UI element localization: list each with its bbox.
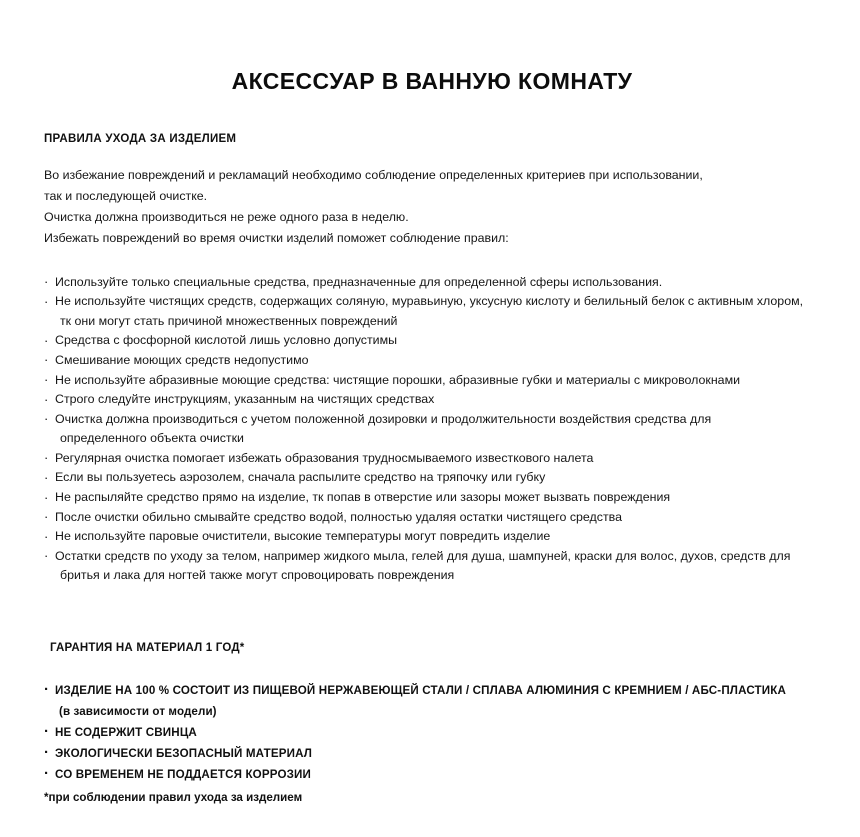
care-rule-item	[44, 390, 820, 410]
care-rule-item-text: Используйте только специальные средства, предназначенные для определенной сферы использования.	[55, 274, 663, 289]
care-rule-item	[44, 371, 820, 391]
care-rule-item	[44, 527, 820, 547]
care-rule-item	[44, 449, 820, 469]
care-rule-item-text: После очистки обильно смывайте средство водой, полностью удаляя остатки чистящего средства	[55, 509, 622, 524]
warranty-item-text: НЕ СОДЕРЖИТ СВИНЦА	[55, 725, 197, 739]
care-rule-item-text: Очистка должна производиться с учетом положенной дозировки и продолжительности воздействия средства для	[55, 411, 712, 426]
warranty-item-text: СО ВРЕМЕНЕМ НЕ ПОДДАЕТСЯ КОРРОЗИИ	[55, 767, 311, 781]
warranty-item-text: ИЗДЕЛИЕ НА 100 % СОСТОИТ ИЗ ПИЩЕВОЙ НЕРЖАВЕЮЩЕЙ СТАЛИ / СПЛАВА АЛЮМИНИЯ С КРЕМНИЕМ / АБС-ПЛАСТИКА	[55, 683, 787, 697]
care-rule-item-text: Не используйте чистящих средств, содержащих соляную, муравьиную, уксусную кислоту и белильный белок с активным хлором,	[55, 294, 804, 309]
care-rule-item	[44, 488, 820, 508]
care-rule-item-text: Не используйте абразивные моющие средства: чистящие порошки, абразивные губки и материалы с микроволокнами	[55, 372, 741, 387]
care-rule-item	[44, 547, 820, 586]
care-rule-item-text: Не распыляйте средство прямо на изделие, тк попав в отверстие или зазоры может вызвать повреждения	[55, 490, 671, 505]
care-rule-item	[44, 351, 820, 371]
care-rule-item	[44, 331, 820, 351]
warranty-item	[44, 743, 820, 764]
care-rule-item	[44, 292, 820, 331]
care-rule-item-text: Не используйте паровые очистители, высокие температуры могут повредить изделие	[55, 529, 551, 544]
care-rule-item	[44, 410, 820, 449]
care-rule-item	[44, 468, 820, 488]
warranty-section	[44, 586, 820, 808]
warranty-item	[44, 722, 820, 743]
warranty-footnote: *при соблюдении правил ухода за изделием	[44, 790, 303, 804]
care-intro-paragraph-2: Очистка должна производиться не реже одного раза в неделю.	[44, 209, 409, 224]
care-instructions-section	[44, 96, 820, 586]
warranty-item	[44, 680, 820, 722]
warranty-section-heading: ГАРАНТИЯ НА МАТЕРИАЛ 1 ГОД*	[50, 642, 245, 655]
care-rule-item-continuation: бритья и лака для ногтей также могут спровоцировать повреждения	[60, 568, 455, 583]
care-rules-list	[44, 249, 820, 587]
care-intro-paragraph-1-line-2: так и последующей очистке.	[44, 188, 208, 203]
care-rule-item-continuation: определенного объекта очистки	[60, 431, 244, 446]
care-intro-paragraph-1-line-1: Во избежание повреждений и рекламаций необходимо соблюдение определенных критериев при использовании,	[44, 167, 703, 182]
care-rule-item-text: Смешивание моющих средств недопустимо	[55, 352, 309, 367]
warranty-item-text: ЭКОЛОГИЧЕСКИ БЕЗОПАСНЫЙ МАТЕРИАЛ	[55, 746, 313, 760]
care-rule-item-text: Регулярная очистка помогает избежать образования трудносмываемого известкового налета	[55, 450, 594, 465]
warranty-items-list	[44, 656, 820, 785]
care-rule-item-text: Если вы пользуетесь аэрозолем, сначала распылите средство на тряпочку или губку	[55, 470, 546, 485]
warranty-item	[44, 764, 820, 785]
care-intro-block	[44, 147, 820, 249]
warranty-item-continuation: (в зависимости от модели)	[59, 704, 217, 718]
care-rule-item-text: Строго следуйте инструкциям, указанным на чистящих средствах	[55, 392, 435, 407]
care-rule-item	[44, 273, 820, 293]
page-title: АКСЕССУАР В ВАННУЮ КОМНАТУ	[231, 68, 633, 94]
care-rule-item-text: Остатки средств по уходу за телом, например жидкого мыла, гелей для душа, шампуней, краски для волос, духов, средств для	[55, 548, 791, 563]
care-section-heading: ПРАВИЛА УХОДА ЗА ИЗДЕЛИЕМ	[44, 132, 237, 145]
care-rule-item	[44, 508, 820, 528]
care-intro-paragraph-3: Избежать повреждений во время очистки изделий поможет соблюдение правил:	[44, 230, 509, 245]
care-rule-item-continuation: тк они могут стать причиной множественных повреждений	[60, 313, 398, 328]
care-rule-item-text: Средства с фосфорной кислотой лишь условно допустимы	[55, 333, 398, 348]
